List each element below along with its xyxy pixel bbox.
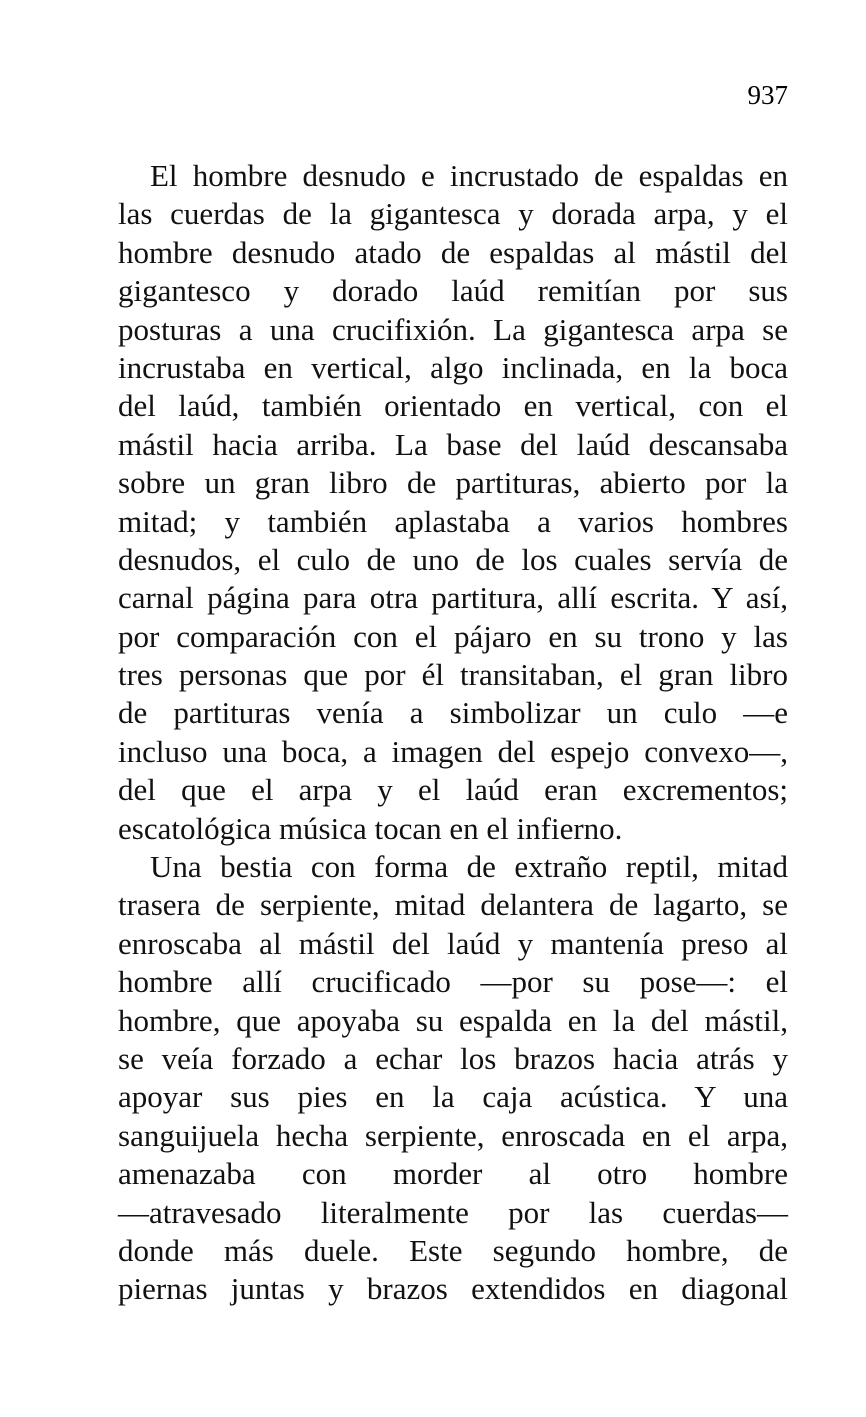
- page-number: 937: [747, 80, 788, 110]
- text-line: enroscaba al mástil del laúd y mantenía preso al: [118, 925, 788, 961]
- text-line: incrustaba en vertical, algo inclinada, en la boca: [118, 349, 788, 385]
- body-text: [118, 157, 788, 1309]
- text-line: amenazaba con morder al otro hombre: [118, 1156, 788, 1192]
- text-line: —atravesado literalmente por las cuerdas—: [118, 1194, 788, 1230]
- text-line: incluso una boca, a imagen del espejo convexo—,: [118, 733, 788, 769]
- text-line: hombre, que apoyaba su espalda en la del mástil,: [118, 1002, 788, 1038]
- text-line: del que el arpa y el laúd eran excrementos;: [118, 772, 788, 808]
- text-line: trasera de serpiente, mitad delantera de lagarto, se: [118, 887, 788, 923]
- text-line: de partituras venía a simbolizar un culo —e: [118, 695, 788, 731]
- paragraph: [118, 848, 788, 1309]
- text-line: piernas juntas y brazos extendidos en diagonal: [118, 1271, 788, 1307]
- text-line: donde más duele. Este segundo hombre, de: [118, 1232, 788, 1268]
- text-line: mástil hacia arriba. La base del laúd descansaba: [118, 426, 788, 462]
- text-line: hombre allí crucificado —por su pose—: el: [118, 964, 788, 1000]
- text-line: gigantesco y dorado laúd remitían por sus: [118, 273, 788, 309]
- text-line: por comparación con el pájaro en su trono y las: [118, 618, 788, 654]
- text-line: se veía forzado a echar los brazos hacia atrás y: [118, 1040, 788, 1076]
- text-line: hombre desnudo atado de espaldas al mástil del: [118, 234, 788, 270]
- text-line: desnudos, el culo de uno de los cuales servía de: [118, 541, 788, 577]
- text-line: Una bestia con forma de extraño reptil, mitad: [150, 849, 788, 885]
- text-line: apoyar sus pies en la caja acústica. Y una: [118, 1079, 788, 1115]
- paragraph: [118, 157, 788, 848]
- text-line: escatológica música tocan en el infierno.: [118, 810, 623, 846]
- text-line: mitad; y también aplastaba a varios hombres: [118, 503, 788, 539]
- text-line: carnal página para otra partitura, allí escrita. Y así,: [118, 580, 788, 616]
- text-line: tres personas que por él transitaban, el gran libro: [118, 657, 788, 693]
- text-line: sobre un gran libro de partituras, abierto por la: [118, 465, 788, 501]
- text-line: El hombre desnudo e incrustado de espaldas en: [150, 158, 788, 193]
- text-line: las cuerdas de la gigantesca y dorada arpa, y el: [118, 196, 788, 232]
- text-line: posturas a una crucifixión. La gigantesca arpa se: [118, 311, 788, 347]
- text-line: del laúd, también orientado en vertical, con el: [118, 388, 788, 424]
- text-line: sanguijuela hecha serpiente, enroscada en el arpa,: [118, 1117, 788, 1153]
